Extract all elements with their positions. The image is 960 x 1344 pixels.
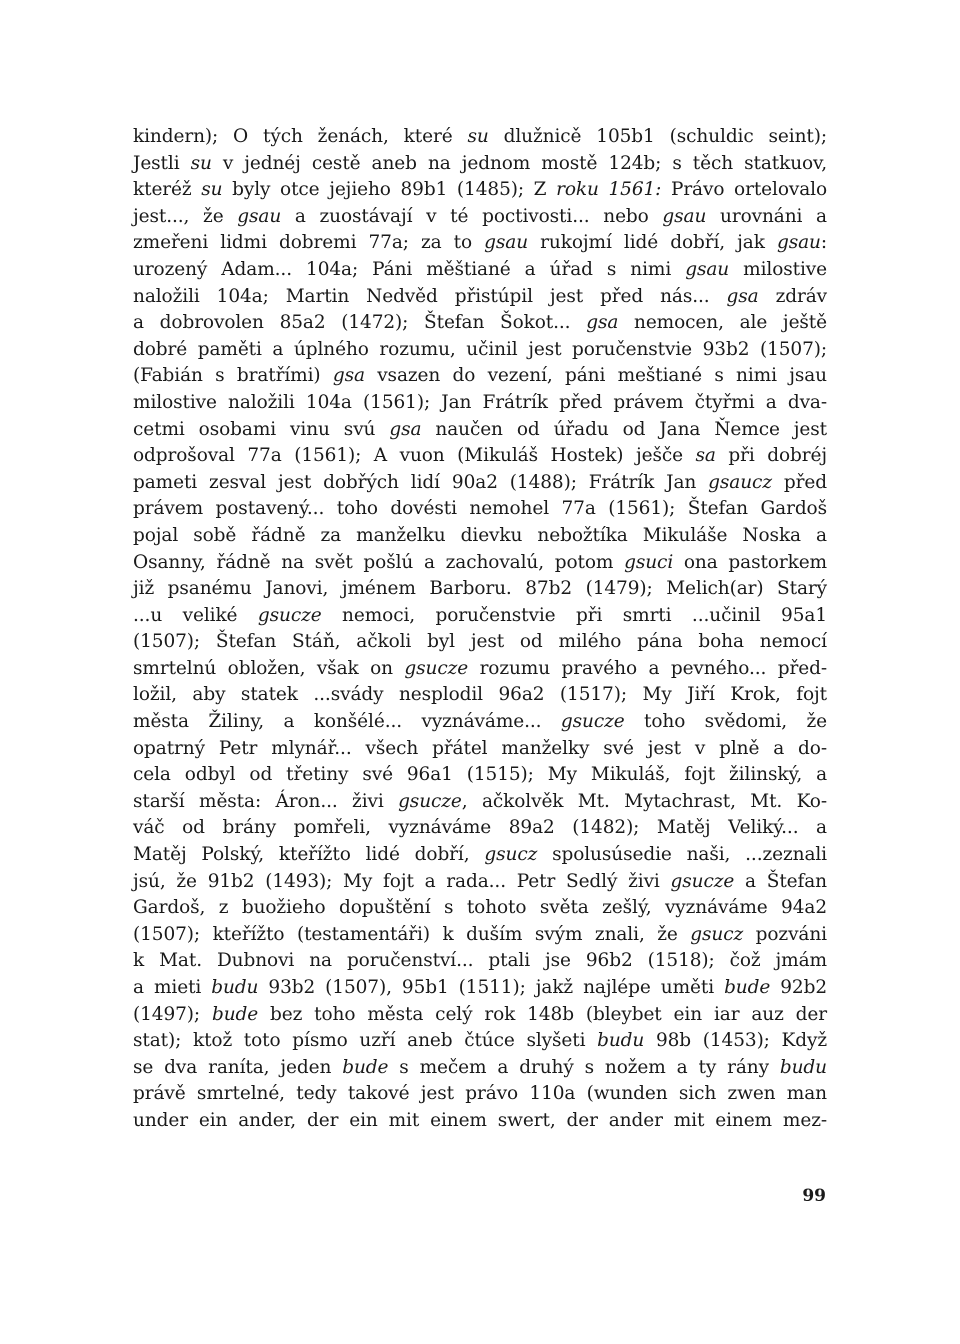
text-line: cela odbyl od třetiny své 96a1 (1515); My Mikuláš, fojt žilinský, a xyxy=(133,764,827,786)
text-line: a mieti budu 93b2 (1507), 95b1 (1511); jakž najlépe uměti bude 92b2 xyxy=(133,977,827,998)
text-line: jest..., že gsau a zuostávají v té poctivosti... nebo gsau urovnáni a xyxy=(133,205,827,227)
text-line: již psanému Janovi, jménem Barboru. 87b2 (1479); Melich(ar) Starý xyxy=(133,578,827,600)
page-body-text xyxy=(133,124,827,1135)
text-line: kteréž su byly otce jejieho 89b1 (1485); Z roku 1561: Právo ortelovalo xyxy=(133,179,828,201)
text-line: Jestli su v jednéj cestě aneb na jednom mostě 124b; s těch statkuov, xyxy=(133,152,827,174)
text-line: odprošoval 77a (1561); A vuon (Mikuláš Hostek) ješče sa při dobréj xyxy=(133,445,827,467)
text-line: urozený Adam... 104a; Páni měštiané a úřad s nimi gsau milostive xyxy=(133,258,827,280)
text-line: opatrný Petr mlynář... všech přátel manželky své jest v plně a do- xyxy=(133,737,827,759)
text-line: smrtelnú obložen, však on gsucze rozumu pravého a pevného... před- xyxy=(133,657,827,679)
text-line: právě smrtelné, tedy takové jest právo 110a (wunden sich zwen man xyxy=(133,1083,827,1105)
text-line: (Fabián s bratřími) gsa vsazen do vezení, páni meštiané s nimi jsau xyxy=(133,365,827,387)
text-line: under ein ander, der ein mit einem swert, der ander mit einem mez- xyxy=(133,1109,827,1131)
text-line: pojal sobě řádně za manželku dievku nebožtíka Mikuláše Noska a xyxy=(133,524,827,546)
text-line: milostive naložili 104a (1561); Jan Frátrík před právem čtyřmi a dva- xyxy=(133,391,827,413)
text-line: naložili 104a; Martin Nedvěd přistúpil jest před nás... gsa zdráv xyxy=(133,285,827,307)
text-line: ložil, aby statek ...svády nesplodil 96a2 (1517); My Jiří Krok, fojt xyxy=(133,684,827,706)
text-line: Osanny, řádně na svět pošlú a zachovalú, potom gsuci ona pastorkem xyxy=(133,551,827,573)
text-line: pameti zesval jest dobřých lidí 90a2 (1488); Frátrík Jan gsaucz před xyxy=(133,471,827,493)
text-line: a dobrovolen 85a2 (1472); Štefan Šokot... gsa nemocen, ale ještě xyxy=(133,312,827,334)
text-line: starší města: Áron... živi gsucze, ačkolvěk Mt. Mytachrast, Mt. Ko- xyxy=(133,790,827,812)
text-line: Gardoš, z buožieho dopuštění s tohoto světa zešlý, vyznáváme 94a2 xyxy=(133,897,827,919)
text-line: jsú, že 91b2 (1493); My fojt a rada... Petr Sedlý živi gsucze a Štefan xyxy=(133,870,827,892)
text-line: (1497); bude bez toho města celý rok 148b (bleybet ein iar auz der xyxy=(133,1003,827,1025)
text-line: váč od brány pomřeli, vyznáváme 89a2 (1482); Matěj Veliký... a xyxy=(133,817,827,839)
page-number: 99 xyxy=(802,1186,826,1206)
text-line: města Žiliny, a konšélé... vyznáváme... gsucze toho svědomi, že xyxy=(133,711,827,733)
text-line: k Mat. Dubnovi na poručenství... ptali jse 96b2 (1518); čož jmám xyxy=(133,950,827,972)
text-line: kindern); O tých ženách, které su dlužnicě 105b1 (schuldic seint); xyxy=(133,126,828,147)
text-line: cetmi osobami vinu svú gsa naučen od úřadu od Jana Ňemce jest xyxy=(133,418,827,440)
text-line: Matěj Polský, kteřížto lidé dobří, gsucz spolusúsedie naši, ...zeznali xyxy=(133,844,828,866)
text-line: (1507); Štefan Stáň, ačkoli byl jest od milého pána boha nemocí xyxy=(133,631,827,653)
text-line: dobré paměti a úplného rozumu, učinil jest poručenstvie 93b2 (1507); xyxy=(133,338,827,360)
text-line: se dva raníta, jeden bude s mečem a druhý s nožem a ty rány budu xyxy=(133,1056,827,1078)
text-line: stat); ktož toto písmo uzří aneb čtúce slyšeti budu 98b (1453); Když xyxy=(133,1030,827,1052)
text-line: (1507); kteřížto (testamentáři) k duším svým znali, že gsucz pozváni xyxy=(133,923,827,945)
text-line: právem postavený... toho dovésti nemohel 77a (1561); Štefan Gardoš xyxy=(133,498,827,520)
text-line: zmeřeni lidmi dobremi 77a; za to gsau rukojmí lidé dobří, jak gsau: xyxy=(133,232,827,254)
text-line: ...u veliké gsucze nemoci, poručenstvie při smrti ...učinil 95a1 xyxy=(133,604,827,626)
